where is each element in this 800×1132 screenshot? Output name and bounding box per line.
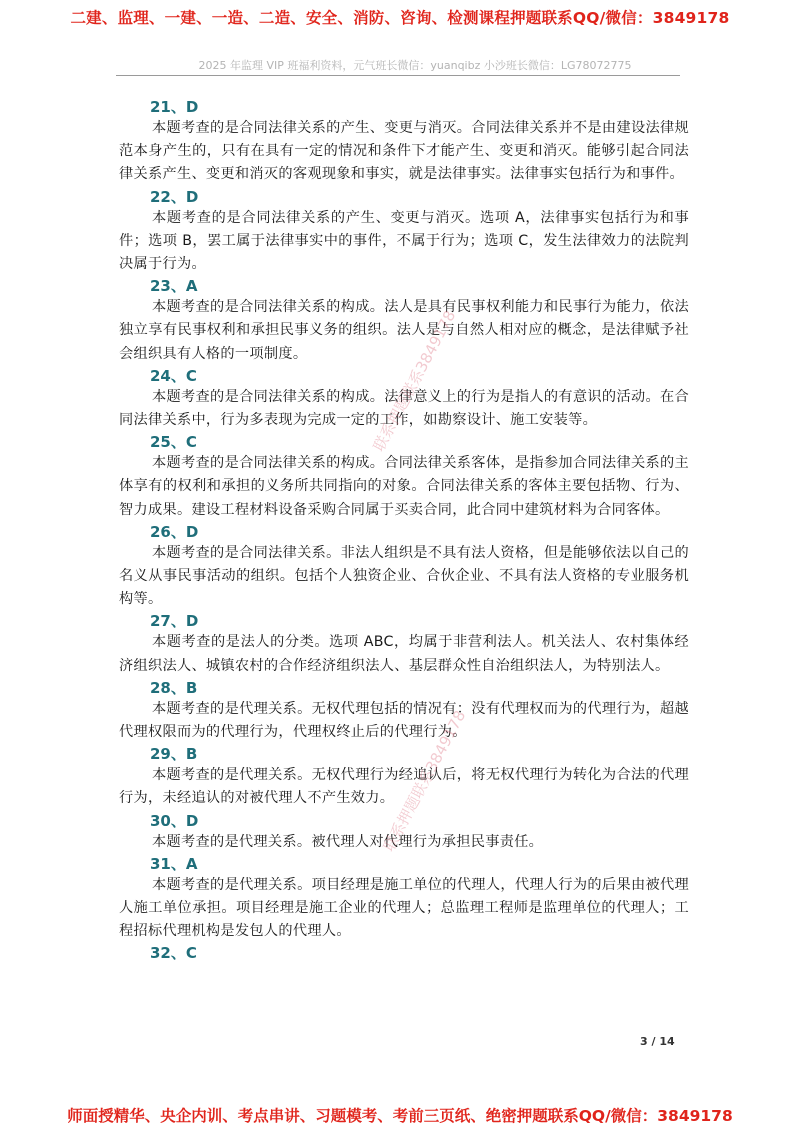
question-23 (119, 276, 689, 366)
explanation-text: 本题考查的是代理关系。无权代理包括的情况有：没有代理权而为的代理行为，超越代理权限而为的代理行为，代理权终止后的代理行为。 (119, 700, 689, 741)
explanation-text: 本题考查的是合同法律关系的产生、变更与消灭。合同法律关系并不是由建设法律规范本身产生的，只有在具有一定的情况和条件下才能产生、变更和消灭。能够引起合同法律关系产生、变更和消灭的客观现象和事实，就是法律事实。法律事实包括行为和事件。 (119, 120, 689, 183)
explanation-text: 本题考查的是合同法律关系的产生、变更与消灭。选项 A，法律事实包括行为和事件；选项 B，罢工属于法律事实中的事件，不属于行为；选项 C，发生法律效力的法院判决属于行为。 (119, 209, 689, 273)
watermark-lower: 联系押题联系3849178 (379, 707, 470, 855)
explanation-text: 本题考查的是合同法律关系的构成。合同法律关系客体，是指参加合同法律关系的主体享有的权利和承担的义务所共同指向的对象。合同法律关系的客体主要包括物、行为、智力成果。建设工程材料设备采购合同属于买卖合同，此合同中建筑材料为合同客体。 (119, 455, 689, 518)
explanation-text: 本题考查的是法人的分类。选项 ABC，均属于非营利法人。机关法人、农村集体经济组织法人、城镇农村的合作经济组织法人、基层群众性自治组织法人，为特别法人。 (119, 634, 689, 674)
answer-label: 21、D (150, 98, 199, 116)
page-header: 2025 年监理 VIP 班福利资料，元气班长微信：yuanqibz 小沙班长微信：LG78072775 (198, 59, 632, 72)
explanation-text: 本题考查的是代理关系。无权代理行为经追认后，将无权代理行为转化为合法的代理行为，未经追认的对被代理人不产生效力。 (119, 767, 689, 807)
answer-label: 25、C (150, 433, 197, 452)
question-31 (119, 854, 689, 944)
question-21 (119, 97, 689, 187)
explanation-text: 本题考查的是合同法律关系。非法人组织是不具有法人资格，但是能够依法以自己的名义从事民事活动的组织。包括个人独资企业、合伙企业、不具有法人资格的专业服务机构等。 (119, 544, 689, 608)
answer-label: 31、A (150, 854, 198, 873)
question-28 (119, 678, 689, 744)
answer-label: 29、B (150, 745, 198, 764)
watermark-upper: 联系押题联系3849178 (369, 307, 460, 455)
explanation-text: 本题考查的是合同法律关系的构成。法律意义上的行为是指人的有意识的活动。在合同法律关系中，行为多表现为完成一定的工作，如勘察设计、施工安装等。 (119, 388, 689, 429)
question-22 (119, 187, 689, 277)
explanation-text: 本题考查的是代理关系。被代理人对代理行为承担民事责任。 (152, 833, 544, 850)
page-number: 3 / 14 (640, 1035, 675, 1048)
answer-label: 28、B (150, 678, 198, 697)
answer-label: 26、D (150, 522, 199, 541)
answer-label: 23、A (150, 277, 198, 296)
question-32 (119, 943, 689, 963)
answer-label: 22、D (150, 187, 199, 206)
question-26 (119, 522, 689, 612)
bottom-promo-banner: 师面授精华、央企内训、考点串讲、习题模考、考前三页纸、绝密押题联系QQ/微信：3849178 (67, 1107, 733, 1125)
question-27 (119, 611, 689, 677)
header-divider (116, 75, 680, 76)
answer-label: 27、D (150, 612, 199, 631)
top-promo-banner: 二建、监理、一建、一造、二造、安全、消防、咨询、检测课程押题联系QQ/微信：3849178 (70, 9, 730, 27)
explanation-text: 本题考查的是合同法律关系的构成。法人是具有民事权利能力和民事行为能力，依法独立享有民事权利和承担民事义务的组织。法人是与自然人相对应的概念，是法律赋予社会组织具有人格的一项制度。 (119, 299, 689, 362)
answer-label: 32、C (150, 944, 197, 963)
question-25 (119, 432, 689, 522)
answer-label: 24、C (150, 366, 197, 385)
answer-label: 30、D (150, 811, 199, 830)
explanation-text: 本题考查的是代理关系。项目经理是施工单位的代理人，代理人行为的后果由被代理人施工单位承担。项目经理是施工企业的代理人；总监理工程师是监理单位的代理人；工程招标代理机构是发包人的代理人。 (119, 876, 689, 940)
